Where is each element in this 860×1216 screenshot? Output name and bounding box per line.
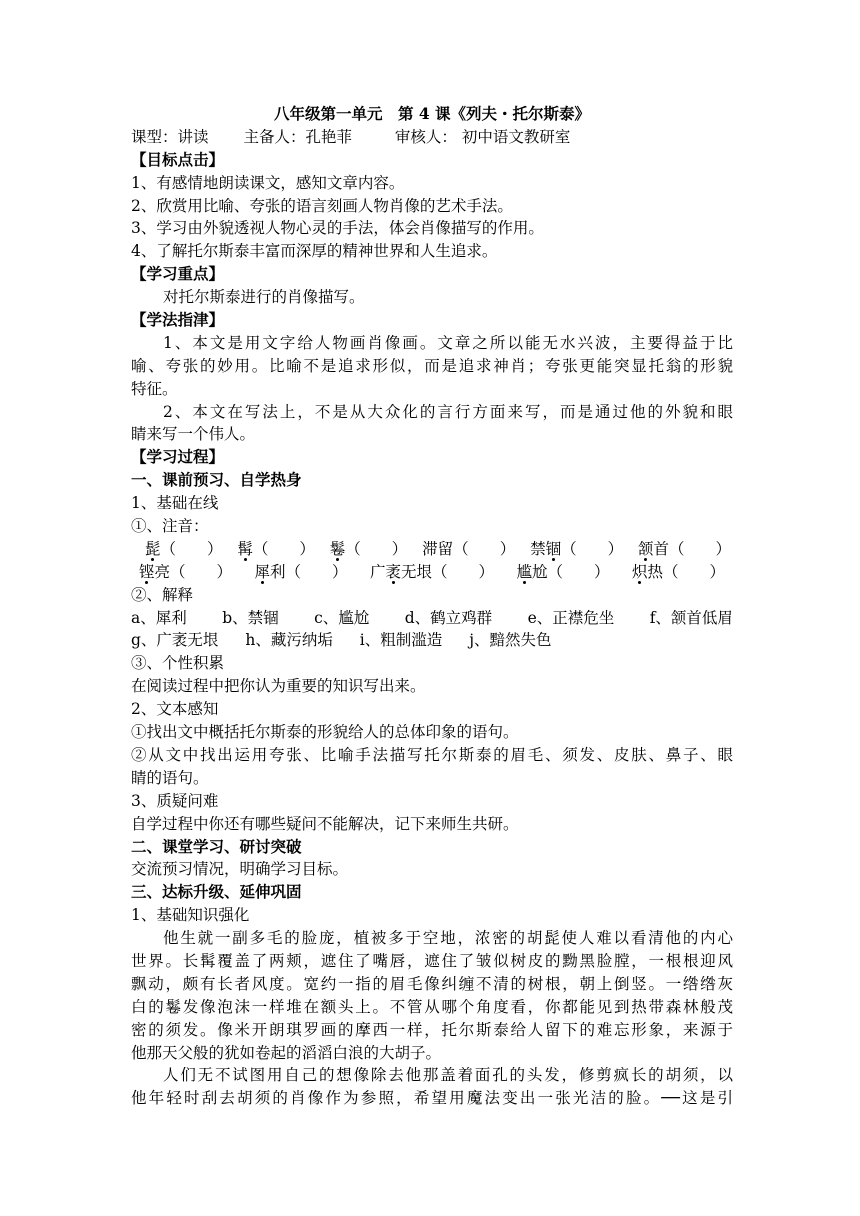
explain-item: b、禁锢	[222, 608, 279, 627]
pinyin-text: 尬（ ）	[531, 562, 610, 581]
passage-line: 他生就一副多毛的脸庞，植被多于空地，浓密的胡髭使人难以看清他的内心	[163, 929, 733, 948]
pinyin-text: ）	[468, 539, 516, 558]
method-paragraph-line: 喻、夸张的妙用。比喻不是追求形似，而是追求神肖；夸张更能突显托翁的形貌	[131, 356, 733, 375]
explain-item: f、颔首低眉	[649, 608, 733, 627]
lesson-reviewer: 审核人： 初中语文教研室	[394, 127, 571, 146]
goal-item: 1、有感情地朗读课文，感知文章内容。	[131, 173, 405, 192]
goal-item: 2、欣赏用比喻、夸张的语言刻画人物肖像的艺术手法。	[131, 196, 513, 215]
pinyin-text: （ ）	[561, 539, 624, 558]
perception-item: ①找出文中概括托尔斯泰的形貌给人的总体印象的语句。	[131, 723, 519, 742]
explain-item: i、粗制滥造	[359, 631, 443, 650]
pinyin-text: 首（ ）	[653, 539, 731, 558]
explain-item: d、鹤立鸡群	[404, 608, 493, 627]
pinyin-text: （ ）	[252, 539, 315, 558]
pinyin-row	[131, 538, 733, 561]
pinyin-item	[370, 561, 494, 584]
focus-text: 对托尔斯泰进行的肖像描写。	[163, 288, 365, 307]
dotted-character: 锢	[545, 539, 562, 558]
pinyin-text: 广	[369, 562, 386, 581]
pinyin-item	[145, 538, 223, 561]
explain-row	[131, 607, 733, 630]
dotted-character: 颔	[637, 539, 654, 558]
pinyin-text: 利（ ）	[270, 562, 348, 581]
explain-item: j、黯然失色	[469, 631, 552, 650]
section-text: 交流预习情况，明确学习目标。	[131, 860, 349, 879]
method-heading: 【学法指津】	[131, 310, 225, 330]
pinyin-text: 滞留（	[422, 539, 469, 558]
pinyin-text: （ ）	[160, 539, 223, 558]
method-paragraph-line: 2、本文在写法上，不是从大众化的言行方面来写，而是通过他的外貌和眼	[163, 402, 733, 421]
dotted-character: 鬈	[329, 539, 346, 558]
section-title: 三、达标升级、延伸巩固	[131, 882, 302, 902]
focus-heading: 【学习重点】	[131, 264, 225, 284]
subsection-title: 2、文本感知	[131, 700, 219, 719]
pinyin-row	[131, 561, 733, 584]
pinyin-item	[530, 538, 623, 561]
explain-item: e、正襟危坐	[527, 608, 615, 627]
method-paragraph-line: 1、本文是用文字给人物画肖像画。文章之所以能无水兴波，主要得益于比	[163, 333, 733, 352]
explain-item: a、犀利	[131, 608, 187, 627]
passage-line: 白的鬈发像泡沫一样堆在额头上。不管从哪个角度看，你都能见到热带森林般茂	[131, 997, 733, 1016]
pinyin-item	[632, 561, 725, 584]
explain-row	[131, 629, 733, 652]
explain-item: h、藏污纳垢	[245, 631, 333, 650]
passage-line: 世界。长髯覆盖了两颊，遮住了嘴唇，遮住了皱似树皮的黝黑脸膛，一根根迎风	[131, 951, 733, 970]
dotted-character: 尴	[516, 562, 532, 581]
perception-item: ②从文中找出运用夸张、比喻手法描写托尔斯泰的眉毛、须发、皮肤、鼻子、眼	[131, 745, 733, 764]
lesson-type: 课型：讲读	[131, 127, 209, 146]
passage-line: 人们无不试图用自己的想像除去他那盖着面孔的头发，修剪疯长的胡须，以	[163, 1066, 733, 1085]
pinyin-item	[330, 538, 408, 561]
document-title: 八年级第一单元 第 4 课《列夫・托尔斯泰》	[273, 104, 591, 123]
method-paragraph-line: 特征。	[131, 379, 178, 398]
perception-item: 睛的语句。	[131, 768, 209, 787]
pinyin-text: 热（ ）	[647, 562, 725, 581]
passage-line: 飘动，颇有长者风度。宽约一指的眉毛像纠缠不清的树根，朝上倒竖。一绺绺灰	[131, 974, 733, 993]
pinyin-text: （ ）	[345, 539, 408, 558]
pinyin-item	[139, 561, 232, 584]
pinyin-label: ①、注音：	[131, 517, 209, 536]
pinyin-item	[516, 561, 609, 584]
doubt-text: 自学过程中你还有哪些疑问不能解决，记下来师生共研。	[131, 814, 519, 833]
explain-item: c、尴尬	[314, 608, 370, 627]
passage-line: 他那天父般的犹如卷起的滔滔白浪的大胡子。	[131, 1043, 442, 1062]
dotted-character: 髯	[237, 539, 253, 558]
dotted-character: 髭	[145, 539, 161, 558]
goals-heading: 【目标点击】	[131, 149, 225, 169]
section-title: 一、课前预习、自学热身	[131, 470, 302, 490]
goal-item: 3、学习由外貌透视人物心灵的手法，体会肖像描写的作用。	[131, 219, 544, 238]
pinyin-item	[638, 538, 731, 561]
explain-label: ②、解释	[131, 585, 194, 604]
pinyin-item	[237, 538, 315, 561]
passage-line: 他年轻时刮去胡须的肖像作为参照，希望用魔法变出一张光洁的脸。──这是引	[131, 1089, 733, 1108]
process-heading: 【学习过程】	[131, 447, 225, 467]
pinyin-text: 无垠（ ）	[401, 562, 495, 581]
dotted-character: 铿	[139, 562, 155, 581]
goal-item: 4、了解托尔斯泰丰富而深厚的精神世界和人生追求。	[131, 242, 498, 261]
accumulation-text: 在阅读过程中把你认为重要的知识写出来。	[131, 677, 426, 696]
subsection-title: 1、基础在线	[131, 494, 219, 513]
passage-line: 密的须发。像米开朗琪罗画的摩西一样，托尔斯泰给人留下的难忘形象，来源于	[131, 1020, 733, 1039]
subsection-title: 3、质疑问难	[131, 791, 219, 810]
dotted-character: 犀	[254, 562, 270, 581]
document-page	[131, 103, 733, 1110]
pinyin-text: 禁	[530, 539, 546, 558]
lesson-author: 主备人：孔艳菲	[243, 127, 352, 146]
lesson-meta	[131, 126, 733, 149]
dotted-character: 袤	[385, 562, 401, 581]
method-paragraph-line: 睛来写一个伟人。	[131, 425, 256, 444]
dotted-character: 炽	[631, 562, 648, 581]
section-title: 二、课堂学习、研讨突破	[131, 836, 302, 856]
explain-item: g、广袤无垠	[131, 631, 219, 650]
subsection-title: 1、基础知识强化	[131, 906, 250, 925]
pinyin-text: 亮（ ）	[154, 562, 233, 581]
accumulation-label: ③、个性积累	[131, 654, 225, 673]
pinyin-item	[254, 561, 347, 584]
pinyin-item	[422, 538, 515, 561]
